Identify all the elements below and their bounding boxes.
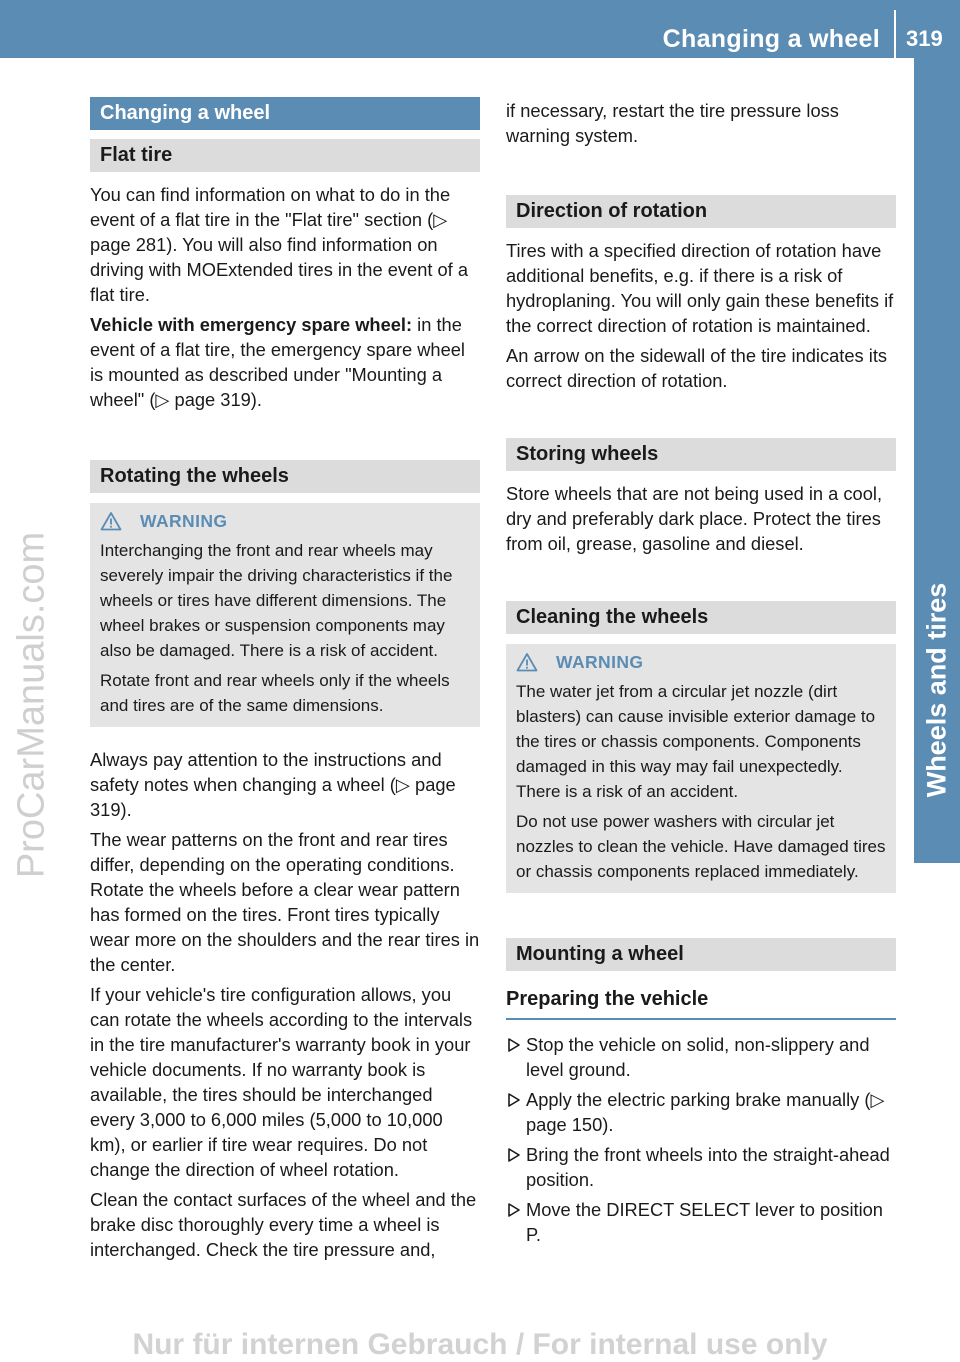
rotating-paragraph-4: Clean the contact surfaces of the wheel and the brake disc thoroughly every time a wheel is interchanged. Check the tire pressure and, (90, 1189, 477, 1260)
warning-rotating-paragraph-1: Interchanging the front and rear wheels may severely impair the driving characteristics if the wheels or tires have different dimensions. The wheel brakes or suspension components may also be damaged. There is a risk of accident. (100, 541, 453, 660)
warning-header (100, 509, 470, 533)
step-item (506, 1197, 896, 1247)
arrow-right-icon (508, 1038, 520, 1052)
storing-paragraph-1: Store wheels that are not being used in a cool, dry and preferably dark place. Protect the tires from oil, grease, gasoline and diesel. (506, 483, 883, 554)
warning-cleaning-paragraph-1: The water jet from a circular jet nozzle (dirt blasters) can cause invisible exterior damage to the tires or chassis components. Components damaged in this way may fail unexpectedly. There is a risk of an accident. (516, 682, 876, 801)
left-column (90, 97, 480, 1262)
warning-label: WARNING (556, 651, 644, 672)
warning-box-rotating (90, 503, 480, 727)
direction-paragraph-2: An arrow on the sidewall of the tire indicates its correct direction of rotation. (506, 345, 888, 391)
step-text: Apply the electric parking brake manually (▷ page 150). (526, 1089, 885, 1135)
flat-tire-paragraph-2-rest: in the event of a flat tire, the emergency spare wheel is mounted as described under "Mounting a wheel" (▷ page 319). (90, 314, 465, 410)
continuation-paragraph: if necessary, restart the tire pressure loss warning system. (506, 100, 839, 146)
warning-cleaning-paragraph-2: Do not use power washers with circular jet nozzles to clean the vehicle. Have damaged tires or chassis components replaced immediately. (516, 812, 886, 881)
step-text: Bring the front wheels into the straight-ahead position. (526, 1144, 890, 1190)
heading-storing-wheels: Storing wheels (506, 438, 896, 471)
heading-direction-of-rotation: Direction of rotation (506, 195, 896, 228)
header-separator (894, 10, 896, 58)
warning-triangle-icon (516, 652, 538, 672)
watermark-vertical: ProCarManuals.com (10, 531, 53, 879)
section-heading-changing-a-wheel: Changing a wheel (90, 97, 480, 130)
step-item (506, 1032, 896, 1082)
arrow-right-icon (508, 1203, 520, 1217)
flat-tire-bold-lead: Vehicle with emergency spare wheel: (90, 314, 413, 335)
warning-triangle-icon (100, 511, 122, 531)
rotating-paragraph-2: The wear patterns on the front and rear tires differ, depending on the operating conditions. Rotate the wheels before a clear wear pattern has formed on the tires. Front tires typically wear more on the shoulders and the rear tires in the center. (90, 829, 480, 975)
step-item (506, 1087, 896, 1137)
rotating-paragraph-3: If your vehicle's tire configuration allows, you can rotate the wheels according to the intervals in the tire manufacturer's warranty book in your vehicle documents. If no warranty book is available, the tires should be interchanged every 3,000 to 6,000 miles (5,000 to 10,000 km), or earlier if tire wear requires. Do not change the direction of wheel rotation. (90, 984, 473, 1180)
warning-header (516, 650, 886, 674)
right-column (506, 98, 896, 1252)
warning-box-cleaning (506, 644, 896, 893)
warning-label: WARNING (140, 510, 228, 531)
subheading-preparing-the-vehicle: Preparing the vehicle (506, 984, 896, 1020)
heading-rotating-the-wheels: Rotating the wheels (90, 460, 480, 493)
page-number: 319 (906, 26, 943, 51)
heading-flat-tire: Flat tire (90, 139, 480, 172)
flat-tire-paragraph-2 (90, 312, 480, 412)
direction-paragraph-1: Tires with a specified direction of rotation have additional benefits, e.g. if there is a risk of hydroplaning. You will only gain these benefits if the correct direction of rotation is maintained. (506, 240, 894, 336)
watermark-footer: Nur für internen Gebrauch / For internal use only (132, 1328, 828, 1361)
heading-cleaning-the-wheels: Cleaning the wheels (506, 601, 896, 634)
arrow-right-icon (508, 1093, 520, 1107)
preparation-steps (506, 1032, 896, 1247)
step-item (506, 1142, 896, 1192)
chapter-side-tab-label: Wheels and tires (921, 582, 952, 798)
arrow-right-icon (508, 1148, 520, 1162)
warning-rotating-paragraph-2: Rotate front and rear wheels only if the wheels and tires are of the same dimensions. (100, 671, 450, 715)
step-text: Stop the vehicle on solid, non-slippery and level ground. (526, 1034, 870, 1080)
flat-tire-paragraph-1: You can find information on what to do in the event of a flat tire in the "Flat tire" section (▷ page 281). You will also find information on driving with MOExtended tires in the event of a flat tire. (90, 184, 469, 305)
step-text: Move the DIRECT SELECT lever to position P. (526, 1199, 883, 1245)
header-title: Changing a wheel (662, 25, 880, 53)
heading-mounting-a-wheel: Mounting a wheel (506, 938, 896, 971)
rotating-paragraph-1: Always pay attention to the instructions and safety notes when changing a wheel (▷ page 319). (90, 749, 456, 820)
